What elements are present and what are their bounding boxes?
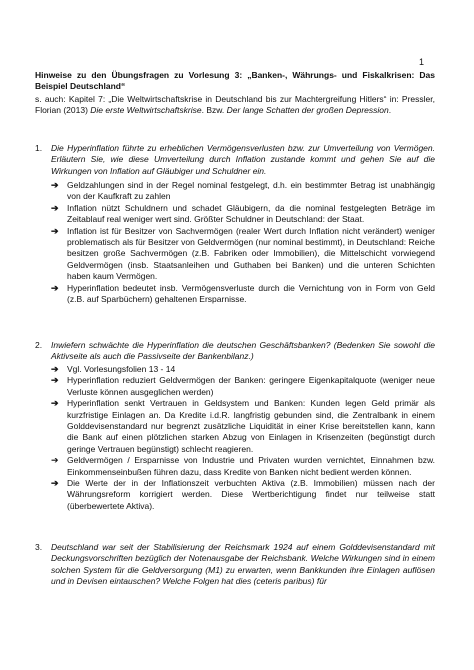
list-item [51,455,435,478]
list-item [51,478,435,512]
list-item-text: Hyperinflation reduziert Geldvermögen der Banken: geringere Eigenkapitalquote (weniger neue Verluste können ausgeglichen werden) [67,375,435,397]
answer-list-2 [51,364,435,512]
right-arrow-icon: ➔ [51,478,59,489]
reference-book-title-2: Der lange Schatten der großen Depression [226,105,389,116]
right-arrow-icon: ➔ [51,202,59,213]
right-arrow-icon: ➔ [51,398,59,409]
list-item-text: Geldvermögen / Ersparnisse von Industrie und Privaten wurden vernichtet, Einnahmen bzw. Einkommenseinbußen führen dazu, dass Kredite von Banken nicht bedient werden können. [67,455,435,477]
answer-list-1 [51,180,435,305]
list-item [51,375,435,398]
question-1 [35,143,435,177]
question-number: 2. [35,340,43,350]
list-item [51,180,435,203]
list-item [51,398,435,455]
list-item [51,203,435,226]
reference-suffix: . [388,105,392,116]
right-arrow-icon: ➔ [51,282,59,293]
reference-book-title: Die erste Weltwirtschaftskrise [90,105,202,116]
list-item-text: Inflation ist für Besitzer von Sachvermögen (realer Wert durch Inflation nicht verändert) weniger problematisch als für Besitzer von Geldvermögen (nur nominal bestimmt), in Deutschland: Reiche besitzen große Sachvermögen (z.B. Fabriken oder Immobilien), die Mittelschicht vorwiegend Geldvermögen (insb. Staatsanleihen und Guthaben bei Banken) und die unteren Schichten haben kaum Vermögen. [67,225,435,282]
round-bullet-icon: ➔ [51,455,59,466]
right-arrow-icon: ➔ [51,225,59,236]
list-item [51,364,435,375]
list-item-text: Geldzahlungen sind in der Regel nominal festgelegt, d.h. ein bestimmter Betrag ist unabhängig von der Kaufkraft zu zahlen [67,180,435,202]
right-arrow-icon: ➔ [51,375,59,386]
reference-note [35,94,435,117]
list-item-text: Vgl. Vorlesungsfolien 13 - 14 [67,364,176,374]
reference-middle: . Bzw. [201,105,227,116]
question-number: 1. [35,143,43,153]
right-arrow-icon: ➔ [51,364,59,374]
reference-prefix: s. auch: Kapitel 7: „Die Weltwirtschaftskrise in Deutschland bis zur Machtergreifung Hitlers“ in: Pressler, Florian (2013) [35,94,435,116]
list-item-text: Hyperinflation senkt Vertrauen in Geldsystem und Banken: Kunden legen Geld primär als kurzfristige Einlagen an. Da Kredite i.d.R. langfristig gebunden sind, die Zentralbank in einem Golddevisenstandard nur begrenzt zusätzliche Liquidität in einer Krise bereitstellen kann, kann die Bank auf einen plötzlichen starken Abzug von Einlagen in Krisenzeiten (begünstigt durch geringe Vertrauen begünstigt) schlecht reagieren. [67,398,435,454]
list-item-text: Hyperinflation bedeutet insb. Vermögensverluste durch die Vernichtung von in Form von Geld (z.B. auf Sparbüchern) gehaltenen Ersparnisse. [67,282,435,305]
list-item [51,226,435,283]
question-2 [35,340,435,363]
list-item-text: Die Werte der in der Inflationszeit verbuchten Aktiva (z.B. Immobilien) müssen nach der Währungsreform korrigiert werden. Diese Wertberichtigung findet nur teilweise statt (überbewertete Aktiva). [67,478,435,511]
list-item [51,283,435,306]
document-title: Hinweise zu den Übungsfragen zu Vorlesung 3: „Banken-, Währungs- und Fiskalkrisen: Das Beispiel Deutschland“ [35,70,435,92]
right-arrow-icon: ➔ [51,180,59,190]
question-number: 3. [35,542,43,552]
question-text: Inwiefern schwächte die Hyperinflation die deutschen Geschäftsbanken? (Bedenken Sie sowohl die Aktivseite als auch die Passivseite der Bankenbilanz.) [51,340,435,362]
question-3 [35,542,435,588]
page-number: 1 [418,57,424,67]
list-item-text: Inflation nützt Schuldnern und schadet Gläubigern, da die nominal festgelegten Beträge im Zeitablauf real weniger wert sind. Größter Schuldner in Deutschland: der Staat. [67,202,435,225]
question-text: Deutschland war seit der Stabilisierung der Reichsmark 1924 auf einem Golddevisenstandard mit Deckungsvorschriften bezüglich der Notenausgabe der Reichsbank. Welche Wirkungen sind in einem solchen System für die Geldversorgung (M1) zu erwarten, wenn Bankkunden ihre Einlagen auflösen und in Devisen eintauschen? Welche Folgen hat dies (ceteris paribus) für [51,542,435,587]
question-text: Die Hyperinflation führte zu erheblichen Vermögensverlusten bzw. zur Umverteilung von Vermögen. Erläutern Sie, wie diese Umverteilung durch Inflation zustande kommt und gehen Sie auf die Wirkungen von Inflation auf Gläubiger und Schuldner ein. [51,143,435,176]
